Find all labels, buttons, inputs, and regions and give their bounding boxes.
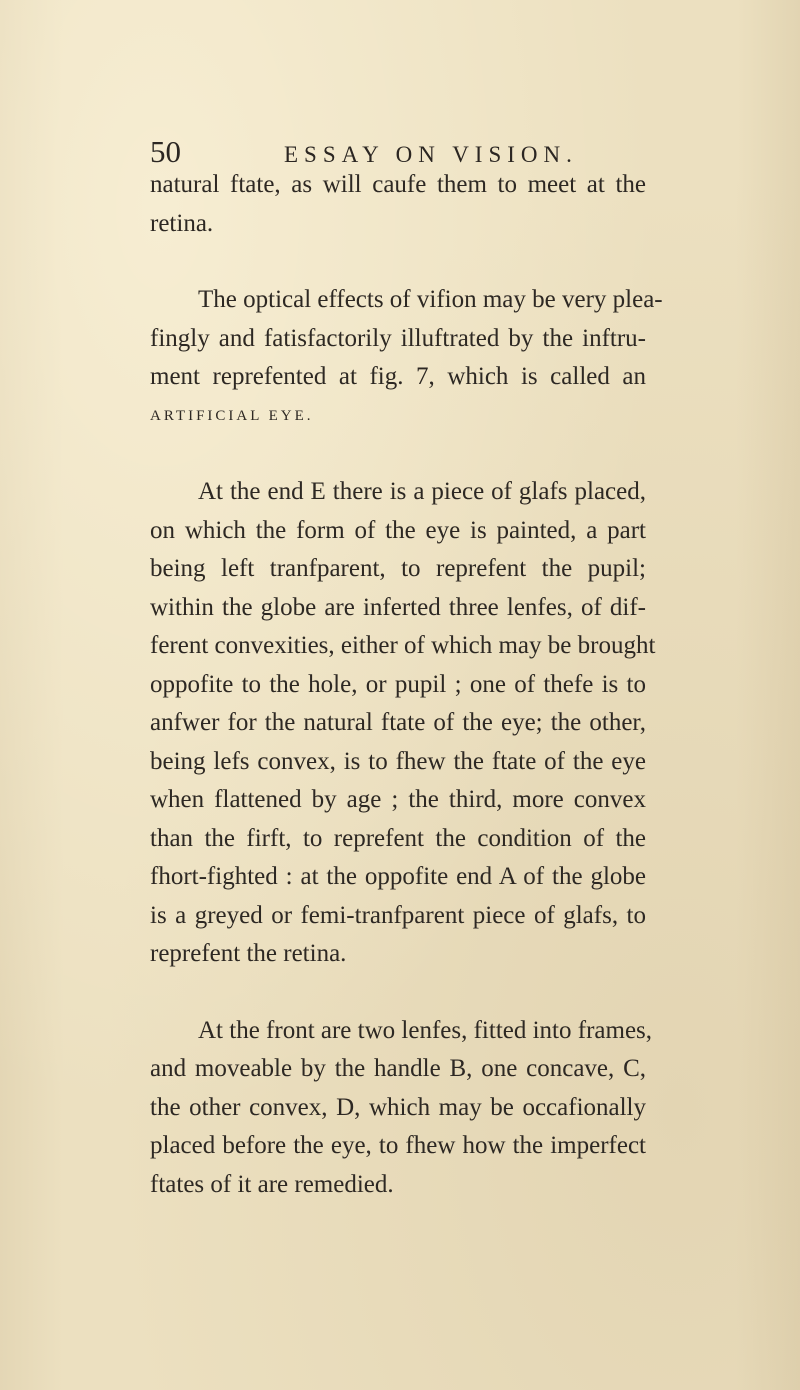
running-title: ESSAY ON VISION.: [284, 142, 578, 167]
text-line: on which the form of the eye is painted, a part: [150, 516, 646, 544]
text-line: At the end E there is a piece of glafs placed,: [198, 478, 646, 505]
text-line: retina.: [150, 209, 214, 237]
text-line: At the front are two lenfes, fitted into frames,: [198, 1016, 653, 1044]
text-line: fhort-fighted : at the oppofite end A of the globe: [150, 863, 646, 890]
page-number: 50: [150, 134, 181, 169]
text-line: than the firft, to reprefent the condition of the: [150, 824, 646, 852]
paragraph-2: [150, 281, 663, 435]
text-line: ment reprefented at fig. 7, which is called an: [150, 363, 646, 390]
text-line: natural ftate, as will caufe them to meet at the: [150, 171, 646, 198]
text-line: oppofite to the hole, or pupil ; one of thefe is to: [150, 670, 646, 698]
text-line: within the globe are inferted three lenfes, of dif-: [150, 593, 646, 621]
text-line: ftates of it are remedied.: [150, 1170, 394, 1198]
text-line: is a greyed or femi-tranfparent piece of glafs, to: [150, 901, 646, 929]
text-line: fingly and fatisfactorily illuftrated by the inftru-: [150, 324, 646, 352]
paragraph-1: [150, 166, 646, 243]
text-line: ferent convexities, either of which may be brought: [150, 632, 656, 659]
text-line: the other convex, D, which may be occafionally: [150, 1093, 646, 1121]
text-line: and moveable by the handle B, one concave, C,: [150, 1055, 646, 1082]
text-line: being lefs convex, is to fhew the ftate of the eye: [150, 747, 646, 775]
text-line: placed before the eye, to fhew how the imperfect: [150, 1132, 646, 1159]
paragraph-3: [150, 473, 656, 974]
text-line: reprefent the retina.: [150, 940, 347, 967]
body-text: [150, 166, 663, 1204]
text-line: ARTIFICIAL EYE.: [150, 407, 314, 424]
text-line: being left tranfparent, to reprefent the pupil;: [150, 555, 646, 582]
text-line: anfwer for the natural ftate of the eye; the other,: [150, 709, 646, 736]
text-line: when flattened by age ; the third, more convex: [150, 786, 646, 813]
text-line: The optical effects of vifion may be very plea-: [198, 286, 663, 313]
paragraph-4: [150, 1012, 653, 1205]
